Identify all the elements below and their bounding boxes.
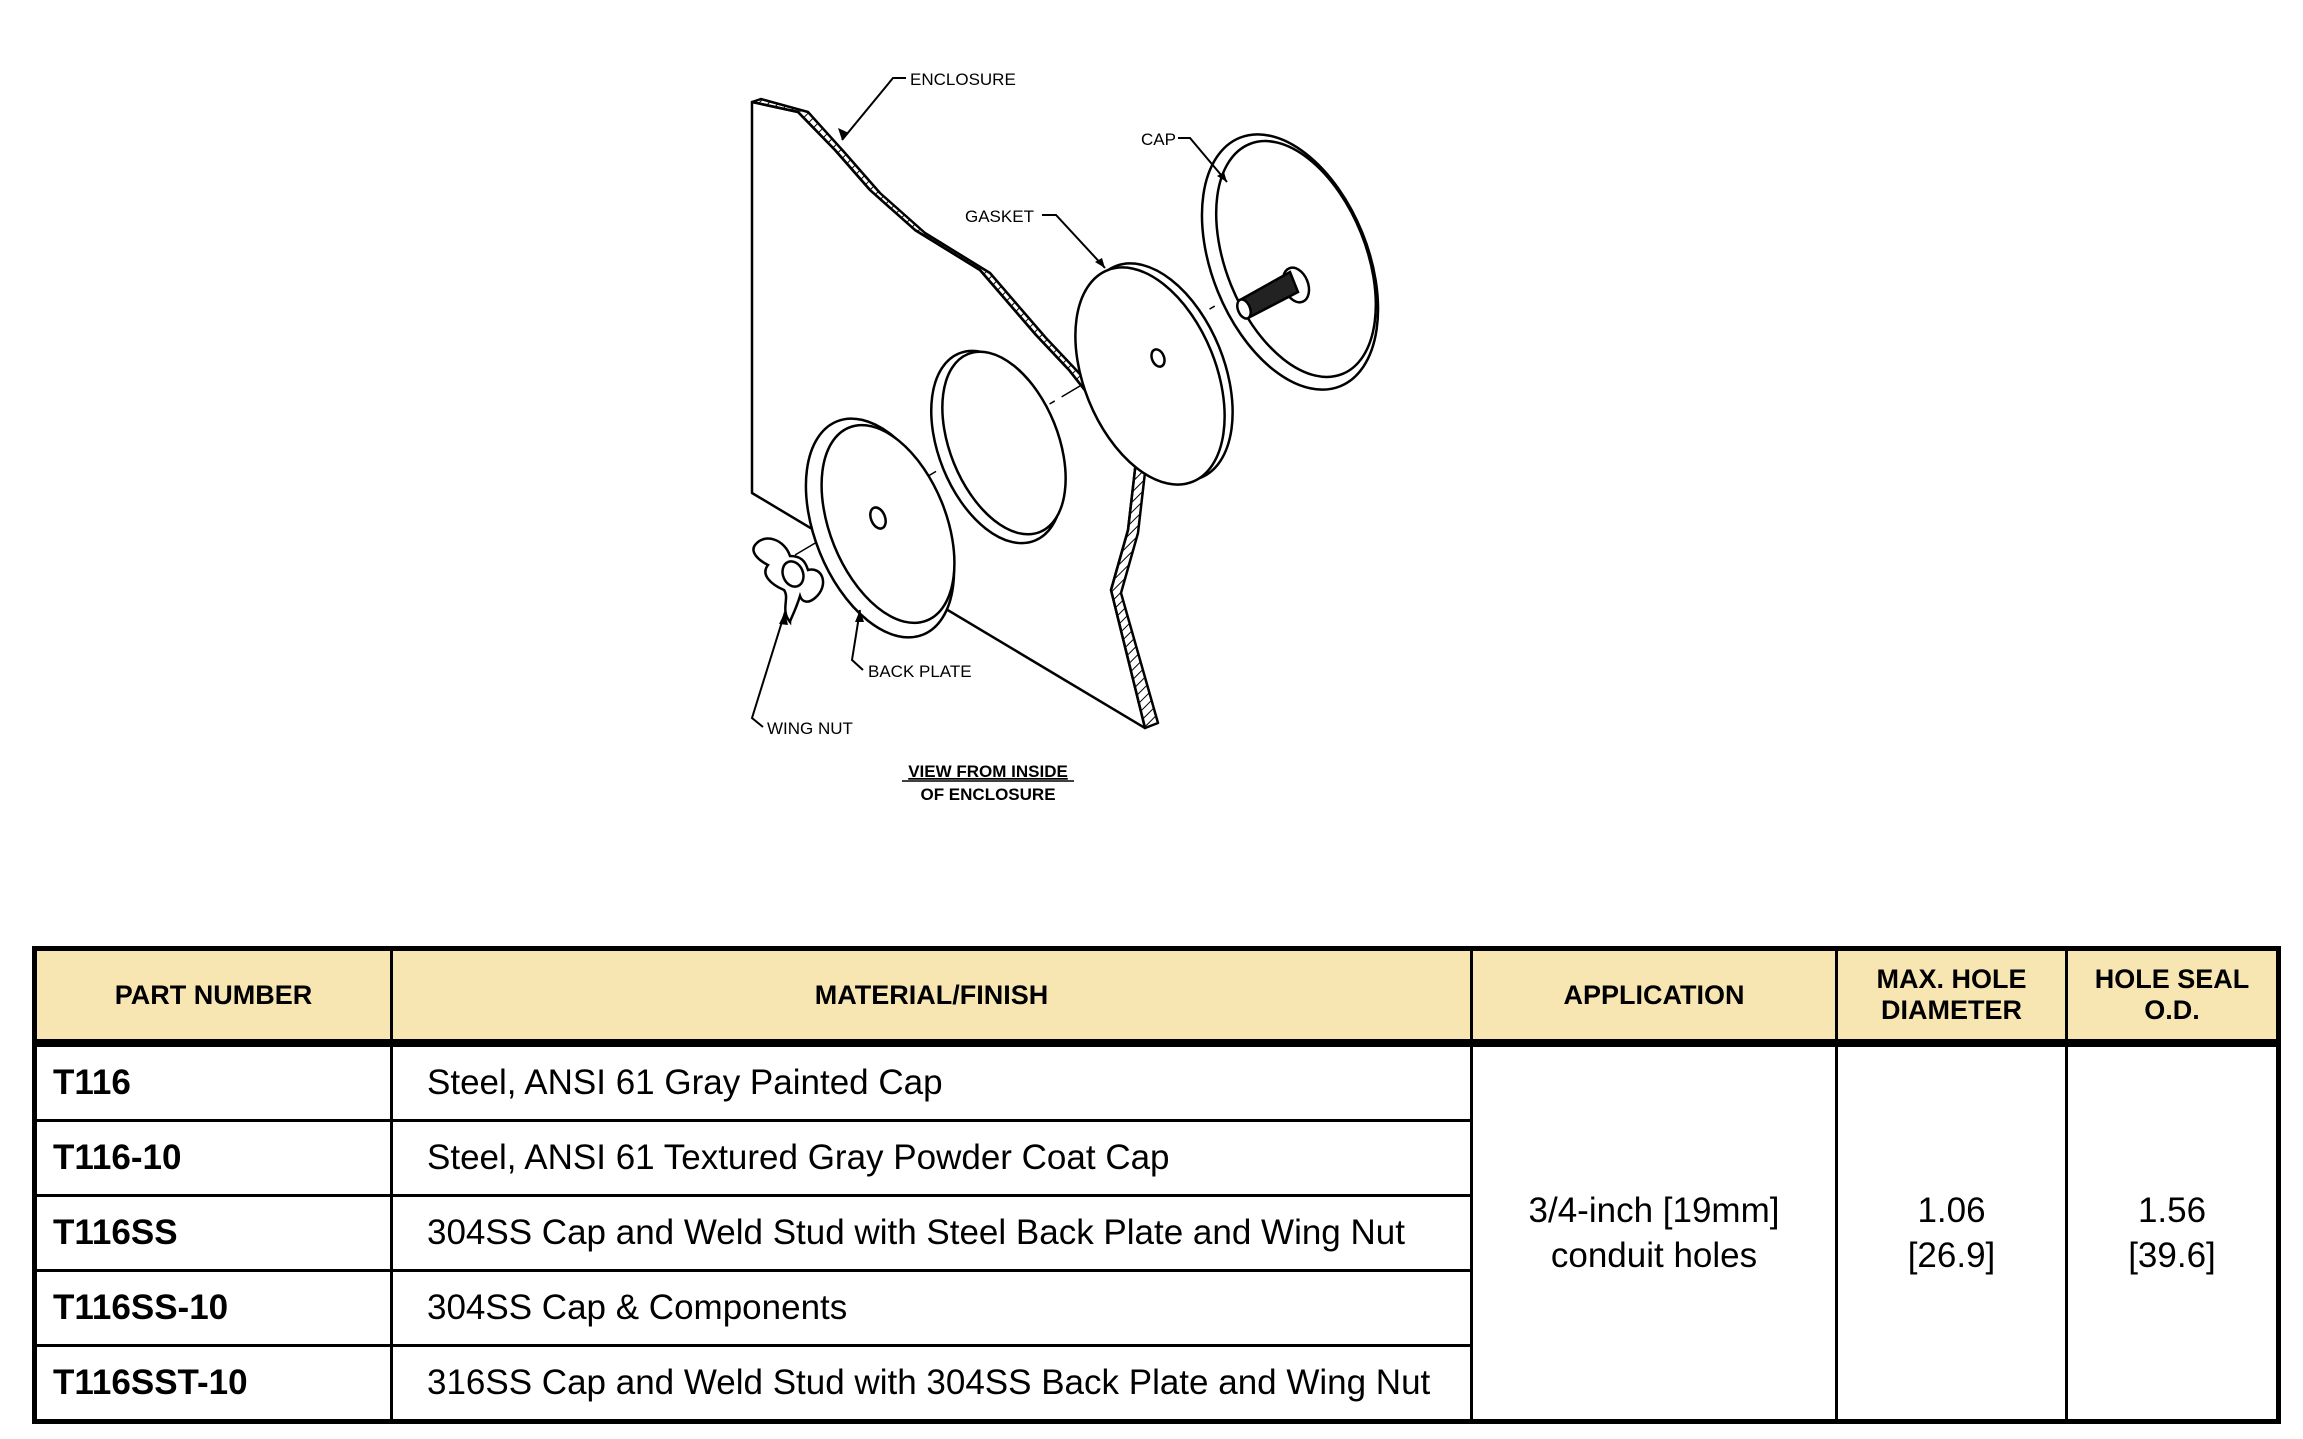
max-hole-line1: 1.06 xyxy=(1917,1191,1986,1230)
max-hole-cell xyxy=(1837,1043,2067,1422)
part-number-cell: T116SST-10 xyxy=(35,1346,392,1422)
seal-od-line1: 1.56 xyxy=(2137,1191,2207,1230)
header-seal-od-line1: HOLE SEAL xyxy=(2094,964,2250,994)
material-cell: Steel, ANSI 61 Gray Painted Cap xyxy=(392,1043,1472,1121)
parts-table xyxy=(32,946,2281,1424)
header-material: MATERIAL/FINISH xyxy=(392,949,1472,1044)
part-number-cell: T116-10 xyxy=(35,1121,392,1196)
part-number-cell: T116SS-10 xyxy=(35,1271,392,1346)
header-part-number: PART NUMBER xyxy=(35,949,392,1044)
enclosure-label: ENCLOSURE xyxy=(910,70,1016,89)
header-max-hole xyxy=(1837,949,2067,1044)
table-header-row xyxy=(35,949,2279,1044)
seal-od-cell xyxy=(2067,1043,2279,1422)
header-application: APPLICATION xyxy=(1472,949,1837,1044)
material-cell: 316SS Cap and Weld Stud with 304SS Back Plate and Wing Nut xyxy=(392,1346,1472,1422)
header-max-hole-line2: DIAMETER xyxy=(1881,995,2022,1025)
seal-od-line2: [39.6] xyxy=(2128,1236,2216,1275)
back-plate-label: BACK PLATE xyxy=(868,662,972,681)
part-number-cell: T116SS xyxy=(35,1196,392,1271)
gasket-label: GASKET xyxy=(965,207,1034,226)
max-hole-line2: [26.9] xyxy=(1907,1236,1996,1275)
view-caption-line2: OF ENCLOSURE xyxy=(920,785,1056,804)
wing-nut-label: WING NUT xyxy=(767,719,853,738)
header-seal-od xyxy=(2067,949,2279,1044)
header-max-hole-line1: MAX. HOLE xyxy=(1876,964,2027,994)
part-number-cell: T116 xyxy=(35,1043,392,1121)
table-row xyxy=(35,1043,2279,1121)
wing-nut-part xyxy=(753,539,823,622)
material-cell: 304SS Cap and Weld Stud with Steel Back Plate and Wing Nut xyxy=(392,1196,1472,1271)
view-caption-line1: VIEW FROM INSIDE xyxy=(908,762,1068,781)
material-cell: 304SS Cap & Components xyxy=(392,1271,1472,1346)
material-cell: Steel, ANSI 61 Textured Gray Powder Coat Cap xyxy=(392,1121,1472,1196)
application-line1: 3/4-inch [19mm] xyxy=(1528,1191,1780,1230)
application-line2: conduit holes xyxy=(1550,1236,1758,1275)
cap-label: CAP xyxy=(1141,130,1176,149)
application-cell xyxy=(1472,1043,1837,1422)
header-seal-od-line2: O.D. xyxy=(2144,995,2200,1025)
